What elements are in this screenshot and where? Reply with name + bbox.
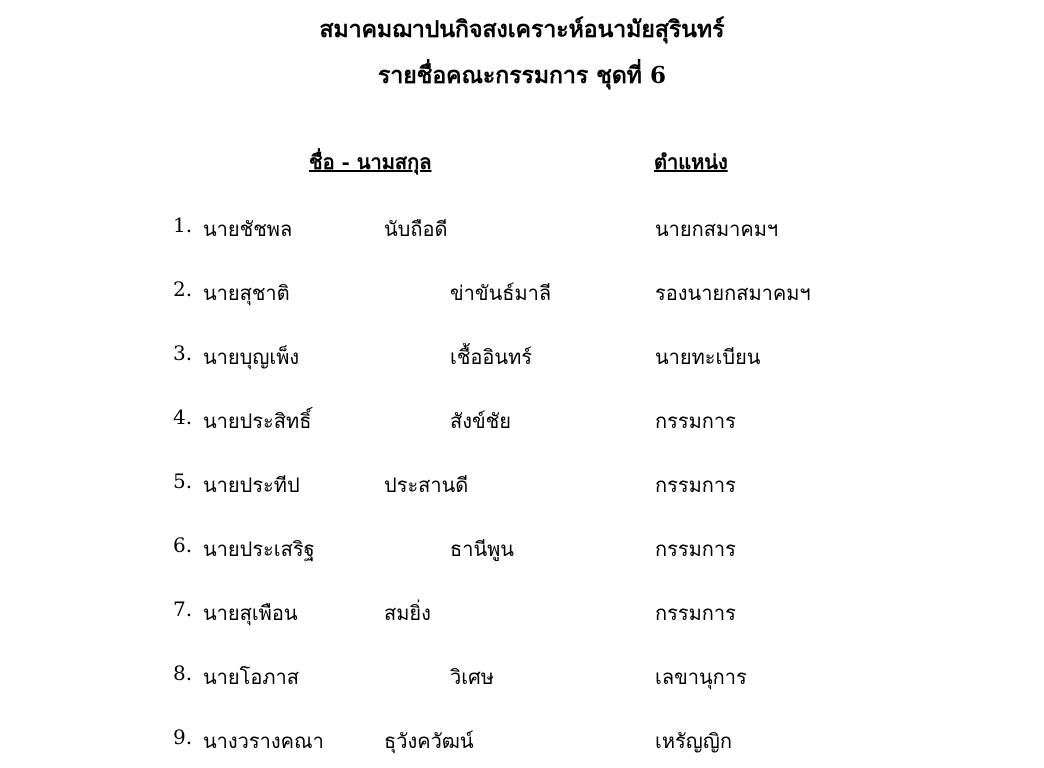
position: นายกสมาคมฯ bbox=[655, 217, 779, 241]
last-name: ธุวังควัฒน์ bbox=[384, 729, 474, 753]
table-row bbox=[0, 469, 1044, 503]
first-name: นายประสิทธิ์ bbox=[203, 409, 312, 433]
row-number: 7. bbox=[173, 597, 193, 621]
position: กรรมการ bbox=[655, 409, 736, 433]
table-row bbox=[0, 533, 1044, 567]
position: กรรมการ bbox=[655, 473, 736, 497]
first-name: นายโอภาส bbox=[203, 665, 299, 689]
position: นายทะเบียน bbox=[655, 345, 761, 369]
row-number: 9. bbox=[173, 725, 193, 749]
table-row bbox=[0, 405, 1044, 439]
position: กรรมการ bbox=[655, 537, 736, 561]
last-name: ข่าขันธ์มาลี bbox=[450, 281, 552, 305]
first-name: นางวรางคณา bbox=[203, 729, 324, 753]
table-row bbox=[0, 725, 1044, 759]
row-number: 5. bbox=[173, 469, 193, 493]
row-number: 3. bbox=[173, 341, 193, 365]
table-row bbox=[0, 341, 1044, 375]
table-row bbox=[0, 597, 1044, 631]
last-name: ประสานดี bbox=[384, 473, 469, 497]
document-subtitle: รายชื่อคณะกรรมการ ชุดที่ 6 bbox=[378, 62, 666, 89]
first-name: นายบุญเพ็ง bbox=[203, 345, 300, 369]
last-name: สังข์ชัย bbox=[450, 409, 511, 433]
table-row bbox=[0, 661, 1044, 695]
position: เลขานุการ bbox=[655, 665, 747, 689]
last-name: นับถือดี bbox=[384, 217, 448, 241]
first-name: นายประเสริฐ bbox=[203, 537, 315, 561]
first-name: นายสุชาติ bbox=[203, 281, 290, 305]
last-name: เชื้ออินทร์ bbox=[450, 345, 533, 369]
position: กรรมการ bbox=[655, 601, 736, 625]
row-number: 6. bbox=[173, 533, 193, 557]
row-number: 2. bbox=[173, 277, 193, 301]
position: รองนายกสมาคมฯ bbox=[655, 281, 811, 305]
first-name: นายประทีป bbox=[203, 473, 300, 497]
row-number: 8. bbox=[173, 661, 193, 685]
table-row bbox=[0, 213, 1044, 247]
row-number: 4. bbox=[173, 405, 193, 429]
last-name: วิเศษ bbox=[450, 665, 494, 689]
document-title: สมาคมฌาปนกิจสงเคราะห์อนามัยสุรินทร์ bbox=[319, 16, 725, 43]
last-name: สมยิ่ง bbox=[384, 601, 431, 625]
table-row bbox=[0, 277, 1044, 311]
last-name: ธานีพูน bbox=[450, 537, 514, 561]
header-name: ชื่อ - นามสกุล bbox=[309, 150, 432, 174]
row-number: 1. bbox=[173, 213, 193, 237]
first-name: นายสุเพือน bbox=[203, 601, 298, 625]
first-name: นายชัชพล bbox=[203, 217, 293, 241]
position: เหรัญญิก bbox=[655, 729, 732, 753]
header-position: ตำแหน่ง bbox=[654, 150, 728, 174]
